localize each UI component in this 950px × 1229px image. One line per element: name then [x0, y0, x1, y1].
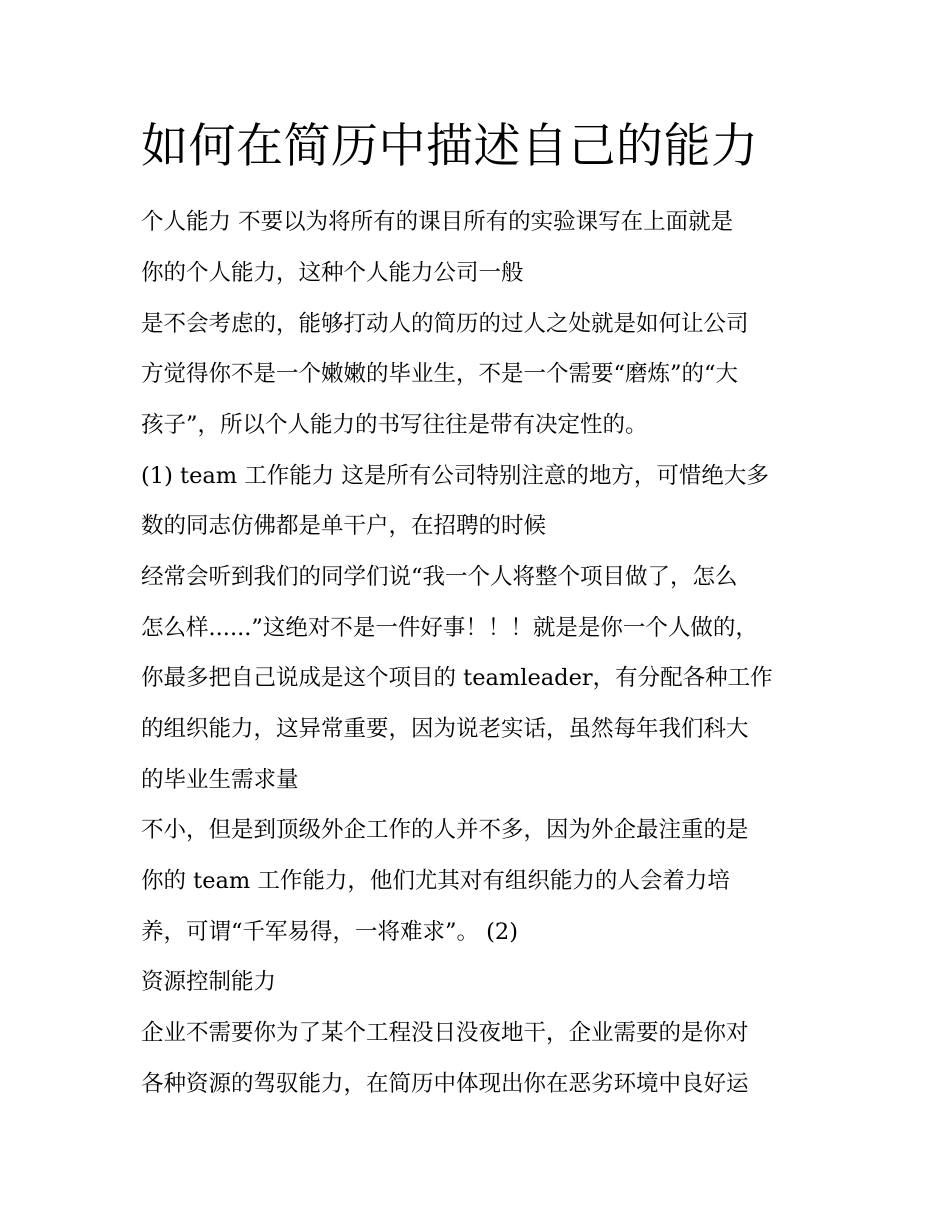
- body-line: 的毕业生需求量: [141, 767, 299, 793]
- body-line: 孩子”，所以个人能力的书写往往是带有决定性的。: [141, 412, 648, 438]
- body-line: 方觉得你不是一个嫩嫩的毕业生，不是一个需要“磨炼”的“大: [141, 361, 739, 387]
- body-line: (1) team 工作能力 这是所有公司特别注意的地方，可惜绝大多: [141, 463, 769, 489]
- body-line: 怎么样......”这绝对不是一件好事！！！就是是你一个人做的，: [141, 615, 758, 641]
- body-line: 数的同志仿佛都是单干户，在招聘的时候: [141, 513, 547, 539]
- body-line: 资源控制能力: [141, 969, 277, 995]
- body-line: 经常会听到我们的同学们说“我一个人将整个项目做了，怎么: [141, 564, 738, 590]
- body-line: 个人能力 不要以为将所有的课目所有的实验课写在上面就是: [141, 209, 734, 235]
- document-title: 如何在简历中描述自己的能力: [141, 119, 759, 174]
- body-line: 你最多把自己说成是这个项目的 teamleader，有分配各种工作: [141, 665, 773, 691]
- body-line: 你的个人能力，这种个人能力公司一般: [141, 260, 524, 286]
- body-line: 你的 team 工作能力，他们尤其对有组织能力的人会着力培: [141, 868, 730, 894]
- body-line: 不小，但是到顶级外企工作的人并不多，因为外企最注重的是: [141, 817, 749, 843]
- body-line: 各种资源的驾驭能力，在简历中体现出你在恶劣环境中良好运: [141, 1071, 749, 1097]
- body-line: 养，可谓“千军易得，一将难求”。 (2): [141, 919, 519, 945]
- body-line: 的组织能力，这异常重要，因为说老实话，虽然每年我们科大: [141, 716, 749, 742]
- body-line: 是不会考虑的，能够打动人的简历的过人之处就是如何让公司: [141, 311, 749, 337]
- body-line: 企业不需要你为了某个工程没日没夜地干，企业需要的是你对: [141, 1020, 749, 1046]
